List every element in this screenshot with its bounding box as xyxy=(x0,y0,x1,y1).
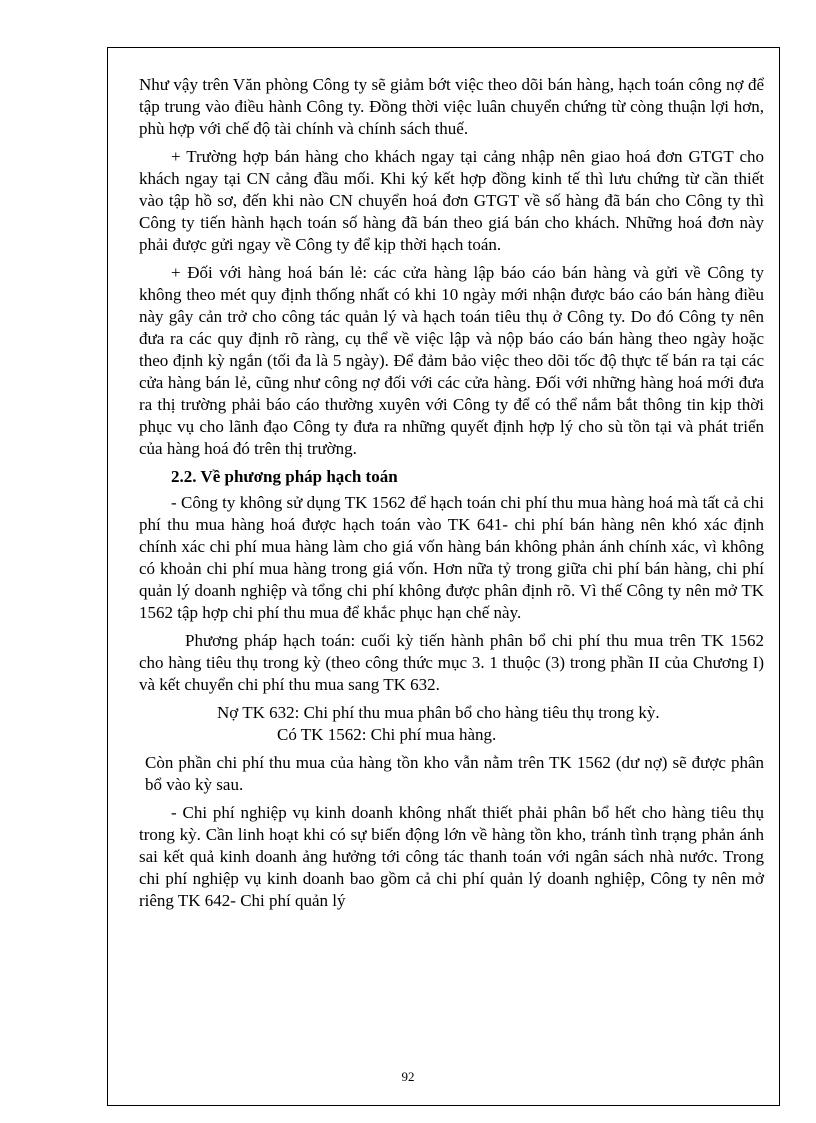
document-body xyxy=(139,74,764,918)
journal-entry-credit: Có TK 1562: Chi phí mua hàng. xyxy=(277,725,497,744)
journal-entry-debit: Nợ TK 632: Chi phí thu mua phân bổ cho hàng tiêu thụ trong kỳ. xyxy=(217,703,660,722)
paragraph-method: Phương pháp hạch toán: cuối kỳ tiến hành phân bổ chi phí thu mua trên TK 1562 cho hàng tiêu thụ trong kỳ (theo công thức mục 3. 1 thuộc (3) trong phần II của Chương I) và kết chuyển chi phí thu mua sang TK 632. xyxy=(139,631,764,694)
paragraph-intro: Như vậy trên Văn phòng Công ty sẽ giảm bớt việc theo dõi bán hàng, hạch toán công nợ để tập trung vào điều hành Công ty. Đồng thời việc luân chuyển chứng từ còng thuận lợi hơn, phù hợp với chế độ tài chính và chính sách thuế. xyxy=(139,75,764,138)
paragraph-tk1562: - Công ty không sử dụng TK 1562 để hạch toán chi phí thu mua hàng hoá mà tất cả chi phí thu mua hàng hoá được hạch toán vào TK 641- chi phí bán hàng nên khó xác định chính xác chi phí mua hàng làm cho giá vốn hàng bán không phản ánh chính xác, vì không có khoản chi phí mua hàng trong giá vốn. Hơn nữa tỷ trong giữa chi phí bán hàng, chi phí quản lý doanh nghiệp và tổng chi phí không được phân định rõ. Vì thế Công ty nên mở TK 1562 tập hợp chi phí thu mua để khắc phục hạn chế này. xyxy=(139,493,764,622)
paragraph-retail-sales: + Đối với hàng hoá bán lẻ: các cửa hàng lập báo cáo bán hàng và gửi về Công ty không theo mét quy định thống nhất có khi 10 ngày mới nhận được báo cáo bán hàng điều này gây cản trở cho công tác quản lý và hạch toán tiêu thụ ở Công ty. Do đó Công ty nên đưa ra các quy định rõ ràng, cụ thể về việc lập và nộp báo cáo bán hàng theo ngày hoặc theo định kỳ ngắn (tối đa là 5 ngày). Để đảm bảo việc theo dõi tốc độ thực tế bán ra tại các cửa hàng bán lẻ, cũng như công nợ đối với các cửa hàng. Đối với những hàng hoá mới đưa ra thị trường phải báo cáo thường xuyên với Công ty để có thể nắm bắt thông tin kịp thời phục vụ cho lãnh đạo Công ty đưa ra những quyết định hợp lý cho sù tồn tại và phát triển của hàng hoá đó trên thị trường. xyxy=(139,263,764,458)
paragraph-remaining: Còn phần chi phí thu mua của hàng tồn kho vẫn nằm trên TK 1562 (dư nợ) sẽ được phân bổ vào kỳ sau. xyxy=(145,753,764,794)
paragraph-business-expenses: - Chi phí nghiệp vụ kinh doanh không nhất thiết phải phân bổ hết cho hàng tiêu thụ trong kỳ. Cần linh hoạt khi có sự biến động lớn về hàng tồn kho, tránh tình trạng phản ánh sai kết quả kinh doanh ảng hưởng tới công tác thanh toán với ngân sách nhà nước. Trong chi phí nghiệp vụ kinh doanh bao gồm cả chi phí quản lý doanh nghiệp, Công ty nên mở riêng TK 642- Chi phí quản lý xyxy=(139,803,764,910)
paragraph-port-sales: + Trường hợp bán hàng cho khách ngay tại cảng nhập nên giao hoá đơn GTGT cho khách ngay tại CN cảng đầu mối. Khi ký kết hợp đồng kinh tế thì lưu chứng từ cần thiết vào tập hồ sơ, đến khi nào CN chuyển hoá đơn GTGT về số hàng đã bán cho Công ty thì Công ty tiến hành hạch toán số hàng đã bán theo giá bán cho khách. Những hoá đơn này phải được gửi ngay về Công ty để kịp thời hạch toán. xyxy=(139,147,764,254)
page-number: 92 xyxy=(401,1069,415,1084)
section-heading: 2.2. Về phương pháp hạch toán xyxy=(171,467,398,486)
